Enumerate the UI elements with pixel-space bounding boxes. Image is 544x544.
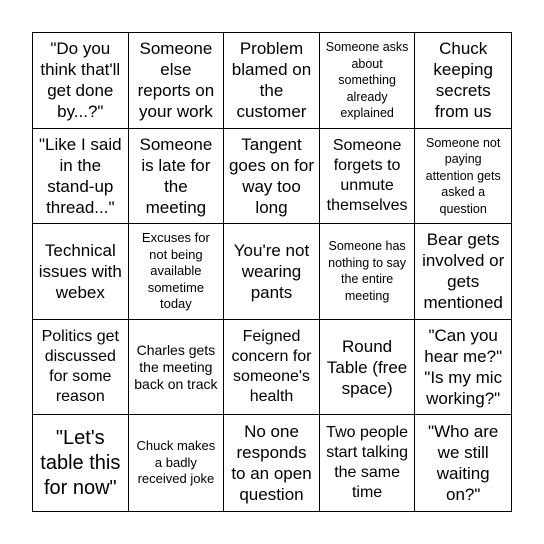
bingo-cell-text: You're not wearing pants	[233, 240, 310, 302]
bingo-cell-text: Someone not paying attention gets asked a question	[425, 135, 501, 216]
bingo-cell-text: Two people start talking the same time	[326, 424, 409, 502]
bingo-cell-text: Someone asks about something already explained	[325, 40, 409, 121]
bingo-cell-text: "Who are we still waiting on?"	[428, 422, 499, 505]
bingo-cell-text: Charles gets the meeting back on track	[134, 341, 218, 392]
bingo-cell-r3c4[interactable]	[320, 224, 416, 320]
bingo-cell-text: "Let's table this for now"	[40, 426, 121, 499]
bingo-cell-r4c4[interactable]	[320, 320, 416, 416]
bingo-cell-r4c5[interactable]	[415, 320, 511, 416]
bingo-cell-r1c1[interactable]	[33, 33, 129, 129]
bingo-cell-text: "Like I said in the stand-up thread..."	[39, 134, 122, 217]
bingo-cell-r3c2[interactable]	[129, 224, 225, 320]
bingo-cell-r3c3[interactable]	[224, 224, 320, 320]
bingo-cell-text: Technical issues with webex	[38, 240, 122, 302]
bingo-cell-text: Someone is late for the meeting	[139, 134, 213, 217]
bingo-cell-r3c1[interactable]	[33, 224, 129, 320]
bingo-cell-text: No one responds to an open question	[231, 422, 312, 505]
bingo-cell-r2c5[interactable]	[415, 129, 511, 225]
bingo-cell-r1c4[interactable]	[320, 33, 416, 129]
bingo-cell-r3c5[interactable]	[415, 224, 511, 320]
bingo-cell-r4c1[interactable]	[33, 320, 129, 416]
bingo-cell-r5c1[interactable]	[33, 415, 129, 511]
bingo-cell-r5c2[interactable]	[129, 415, 225, 511]
bingo-cell-text: Someone forgets to unmute themselves	[326, 136, 408, 214]
bingo-cell-text: Round Table (free space)	[326, 336, 408, 398]
bingo-cell-text: Problem blamed on the customer	[231, 39, 312, 122]
bingo-cell-text: Someone has nothing to say the entire meeting	[328, 239, 407, 303]
bingo-cell-r4c2[interactable]	[129, 320, 225, 416]
bingo-cell-r5c4[interactable]	[320, 415, 416, 511]
bingo-cell-r2c4[interactable]	[320, 129, 416, 225]
bingo-cell-text: Excuses for not being available sometime today	[141, 230, 210, 312]
bingo-cell-text: Feigned concern for someone's health	[231, 328, 312, 406]
bingo-cell-text: "Can you hear me?" "Is my mic working?"	[424, 326, 503, 409]
bingo-cell-text: "Do you think that'll get done by...?"	[40, 39, 121, 122]
bingo-cell-text: Tangent goes on for way too long	[228, 134, 315, 217]
bingo-cell-r5c3[interactable]	[224, 415, 320, 511]
bingo-card	[32, 32, 512, 512]
bingo-cell-r2c1[interactable]	[33, 129, 129, 225]
bingo-cell-text: Chuck keeping secrets from us	[433, 39, 493, 122]
bingo-cell-text: Bear gets involved or gets mentioned	[422, 230, 505, 313]
bingo-cell-r1c5[interactable]	[415, 33, 511, 129]
bingo-cell-r5c5[interactable]	[415, 415, 511, 511]
bingo-cell-text: Chuck makes a badly received joke	[136, 438, 216, 487]
bingo-cell-text: Politics get discussed for some reason	[41, 328, 119, 406]
bingo-cell-r4c3[interactable]	[224, 320, 320, 416]
bingo-cell-r1c3[interactable]	[224, 33, 320, 129]
bingo-cell-r1c2[interactable]	[129, 33, 225, 129]
bingo-cell-r2c3[interactable]	[224, 129, 320, 225]
bingo-cell-r2c2[interactable]	[129, 129, 225, 225]
bingo-cell-text: Someone else reports on your work	[137, 39, 215, 122]
